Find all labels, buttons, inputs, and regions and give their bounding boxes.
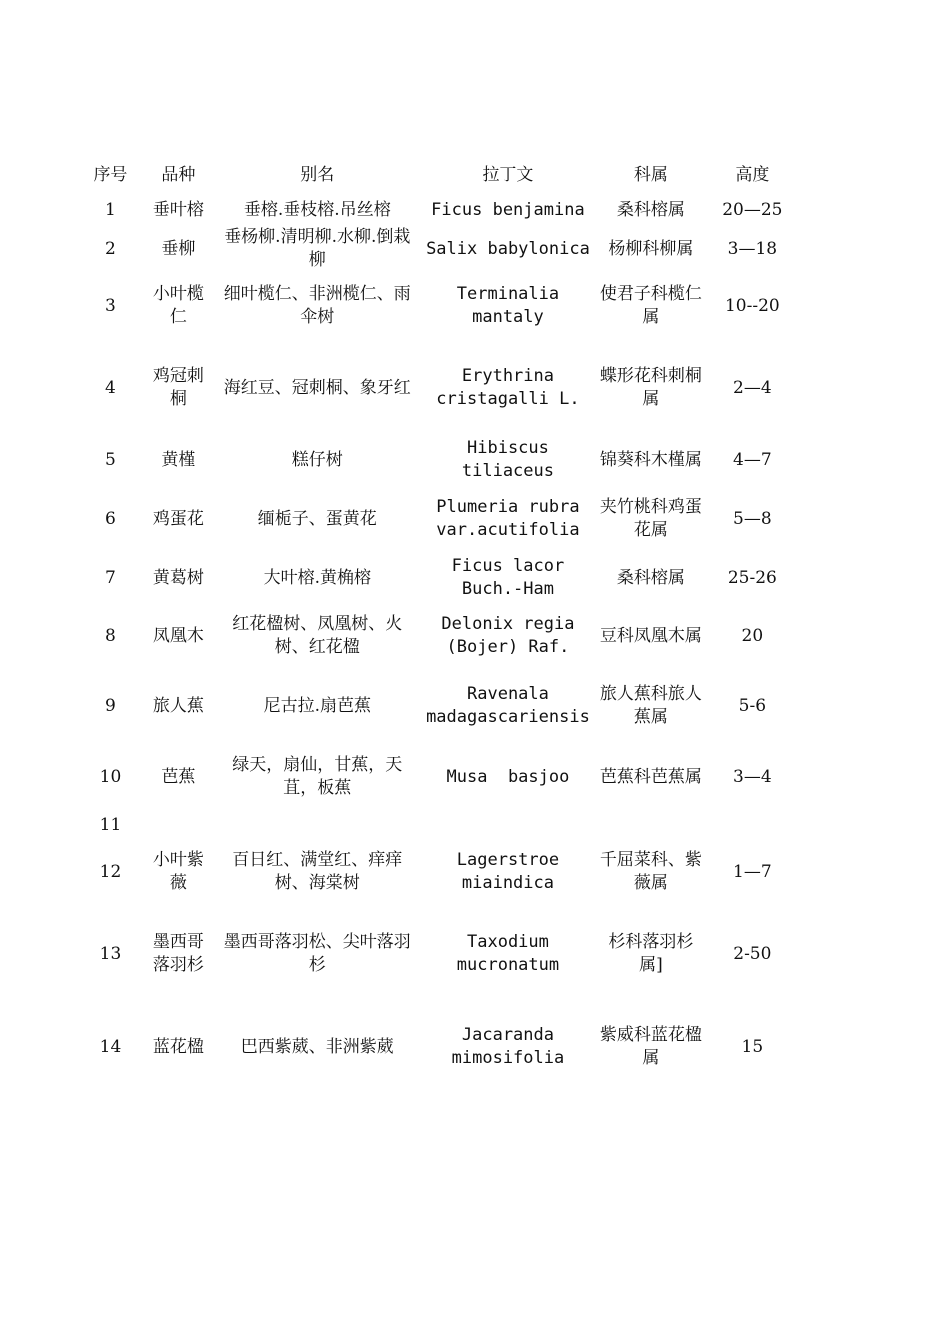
cell-family [595, 195, 707, 225]
cell-variety [143, 195, 214, 225]
cell-text: 巴西紫葳、非洲紫葳 [240, 1036, 394, 1057]
cell-text: Ravenala madagascariensis [426, 684, 590, 727]
cell-text: 绿天，扇仙，甘蕉，天苴，板蕉 [232, 755, 403, 798]
cell-text: 垂榕.垂枝榕.吊丝榕 [243, 199, 391, 220]
cell-variety [143, 1001, 214, 1093]
cell-height [707, 671, 798, 741]
header-variety: 品种 [161, 164, 196, 185]
cell-text: 3—18 [727, 238, 778, 259]
cell-family [595, 671, 707, 741]
cell-text: 垂柳 [161, 238, 196, 259]
table-row [78, 483, 798, 555]
cell-text: 8 [105, 625, 116, 646]
cell-no [78, 837, 143, 907]
cell-text: 大叶榕.黄桷榕 [263, 567, 371, 588]
cell-variety [143, 483, 214, 555]
cell-text: 20—25 [722, 199, 783, 220]
cell-text: 黄葛树 [152, 567, 204, 588]
cell-text: 旅人蕉 [152, 695, 204, 716]
cell-text: 千屈菜科、紫薇属 [599, 850, 702, 893]
header-family: 科属 [633, 164, 668, 185]
cell-no [78, 741, 143, 813]
cell-alias [214, 195, 421, 225]
cell-height [707, 273, 798, 339]
cell-text: 缅栀子、蛋黄花 [257, 508, 377, 529]
cell-no [78, 1001, 143, 1093]
cell-text: 4—7 [733, 449, 772, 470]
cell-text: 细叶榄仁、非洲榄仁、雨伞树 [223, 284, 411, 327]
header-alias: 别名 [300, 164, 335, 185]
cell-text: 3 [105, 295, 116, 316]
cell-alias [214, 225, 421, 273]
table-row [78, 671, 798, 741]
cell-text: Lagerstroe miaindica [456, 850, 570, 893]
table-row [78, 555, 798, 601]
cell-alias [214, 437, 421, 483]
cell-alias [214, 837, 421, 907]
cell-text: 5—8 [733, 508, 772, 529]
table-row [78, 273, 798, 339]
cell-height [707, 483, 798, 555]
cell-text: 海红豆、冠刺桐、象牙红 [223, 377, 411, 398]
cell-no [78, 813, 143, 837]
header-height: 高度 [735, 164, 770, 185]
cell-text: Terminalia mantaly [456, 284, 570, 327]
cell-no [78, 555, 143, 601]
table-row [78, 813, 798, 837]
cell-text: 墨西哥落羽松、尖叶落羽杉 [223, 932, 411, 975]
cell-latin [421, 273, 595, 339]
cell-variety [143, 339, 214, 437]
cell-text: 小叶榄仁 [152, 284, 204, 327]
cell-text: 鸡冠刺桐 [152, 366, 204, 409]
cell-text: 14 [99, 1036, 122, 1057]
table-row [78, 225, 798, 273]
cell-variety [143, 813, 214, 837]
table-row [78, 601, 798, 671]
cell-family [595, 601, 707, 671]
cell-text: Delonix regia (Bojer) Raf. [441, 614, 585, 657]
cell-text: 杨柳科柳属 [608, 238, 694, 259]
cell-height [707, 339, 798, 437]
cell-height [707, 555, 798, 601]
cell-no [78, 907, 143, 1001]
cell-text: Ficus benjamina [431, 199, 585, 220]
cell-family [595, 907, 707, 1001]
cell-variety [143, 601, 214, 671]
cell-height [707, 741, 798, 813]
cell-text: 15 [741, 1036, 764, 1057]
cell-no [78, 195, 143, 225]
cell-family [595, 437, 707, 483]
cell-latin [421, 671, 595, 741]
cell-text: 蝶形花科刺桐属 [599, 366, 702, 409]
table-row [78, 195, 798, 225]
cell-latin [421, 907, 595, 1001]
cell-family [595, 555, 707, 601]
cell-text: 7 [105, 567, 116, 588]
cell-alias [214, 741, 421, 813]
cell-text: 百日红、满堂红、痒痒树、海棠树 [232, 850, 403, 893]
table-row [78, 437, 798, 483]
table-header-row [78, 155, 798, 195]
cell-latin [421, 555, 595, 601]
cell-text: 13 [99, 943, 122, 964]
table-row [78, 741, 798, 813]
cell-alias [214, 339, 421, 437]
cell-family [595, 837, 707, 907]
cell-text: 12 [99, 861, 122, 882]
cell-text: 芭蕉科芭蕉属 [599, 766, 702, 787]
cell-text: 使君子科榄仁属 [599, 284, 702, 327]
cell-text: 旅人蕉科旅人蕉属 [599, 684, 702, 727]
cell-text: 红花楹树、凤凰树、火树、红花楹 [232, 614, 403, 657]
cell-alias [214, 1001, 421, 1093]
cell-text: 垂叶榕 [152, 199, 204, 220]
header-no: 序号 [93, 164, 128, 185]
cell-text: Ficus lacor Buch.-Ham [451, 556, 575, 599]
cell-family [595, 813, 707, 837]
cell-text: 10--20 [724, 295, 780, 316]
cell-latin [421, 339, 595, 437]
cell-text: 25-26 [727, 567, 777, 588]
cell-text: 杉科落羽杉属] [608, 932, 694, 975]
cell-text: 尼古拉.扇芭蕉 [263, 695, 371, 716]
cell-variety [143, 741, 214, 813]
cell-height [707, 437, 798, 483]
cell-text: Plumeria rubra var.acutifolia [436, 497, 590, 540]
cell-no [78, 483, 143, 555]
cell-text: 10 [99, 766, 122, 787]
cell-text: 5 [105, 449, 116, 470]
cell-height [707, 813, 798, 837]
cell-text: 2-50 [733, 943, 772, 964]
cell-text: 鸡蛋花 [152, 508, 204, 529]
cell-no [78, 437, 143, 483]
cell-text: Jacaranda mimosifolia [451, 1025, 565, 1068]
cell-no [78, 339, 143, 437]
cell-family [595, 225, 707, 273]
cell-alias [214, 601, 421, 671]
cell-height [707, 601, 798, 671]
cell-alias [214, 555, 421, 601]
cell-family [595, 741, 707, 813]
cell-text: 桑科榕属 [616, 199, 685, 220]
cell-text: 垂杨柳.清明柳.水柳.倒栽柳 [224, 227, 411, 270]
cell-height [707, 907, 798, 1001]
cell-alias [214, 273, 421, 339]
cell-text: Musa basjoo [446, 766, 570, 787]
cell-variety [143, 225, 214, 273]
cell-text: 1—7 [733, 861, 772, 882]
cell-text: 夹竹桃科鸡蛋花属 [599, 497, 702, 540]
cell-height [707, 837, 798, 907]
cell-variety [143, 437, 214, 483]
cell-text: 凤凰木 [152, 625, 204, 646]
cell-latin [421, 483, 595, 555]
table-row [78, 1001, 798, 1093]
cell-text: 紫威科蓝花楹属 [599, 1025, 702, 1068]
cell-latin [421, 837, 595, 907]
cell-variety [143, 671, 214, 741]
table-body [78, 195, 798, 1093]
cell-text: 锦葵科木槿属 [599, 449, 702, 470]
tree-species-table [78, 155, 798, 1093]
cell-text: 墨西哥落羽杉 [152, 932, 204, 975]
cell-family [595, 483, 707, 555]
cell-alias [214, 907, 421, 1001]
cell-text: 黄槿 [161, 449, 196, 470]
cell-family [595, 273, 707, 339]
cell-no [78, 601, 143, 671]
cell-text: 5-6 [738, 695, 767, 716]
cell-latin [421, 437, 595, 483]
cell-text: 小叶紫薇 [152, 850, 204, 893]
cell-family [595, 339, 707, 437]
cell-alias [214, 671, 421, 741]
cell-latin [421, 225, 595, 273]
cell-variety [143, 555, 214, 601]
cell-no [78, 671, 143, 741]
cell-text: 11 [99, 814, 122, 835]
cell-latin [421, 813, 595, 837]
cell-text: Erythrina cristagalli L. [436, 366, 580, 409]
table-row [78, 837, 798, 907]
cell-text: Salix babylonica [426, 238, 590, 259]
cell-text: 4 [105, 377, 116, 398]
cell-text: 糕仔树 [291, 449, 343, 470]
cell-text: Hibiscus tiliaceus [461, 438, 560, 481]
cell-variety [143, 273, 214, 339]
cell-family [595, 1001, 707, 1093]
cell-variety [143, 837, 214, 907]
header-latin: 拉丁文 [482, 164, 534, 185]
cell-text: 2—4 [733, 377, 772, 398]
cell-height [707, 225, 798, 273]
cell-variety [143, 907, 214, 1001]
table-row [78, 339, 798, 437]
cell-latin [421, 601, 595, 671]
cell-alias [214, 813, 421, 837]
cell-text: 2 [105, 238, 116, 259]
cell-text: 蓝花楹 [152, 1036, 204, 1057]
cell-text: 20 [741, 625, 764, 646]
cell-text: 桑科榕属 [616, 567, 685, 588]
cell-latin [421, 195, 595, 225]
cell-text: 豆科凤凰木属 [599, 625, 702, 646]
cell-latin [421, 1001, 595, 1093]
cell-latin [421, 741, 595, 813]
cell-text: 9 [105, 695, 116, 716]
cell-height [707, 195, 798, 225]
cell-text: Taxodium mucronatum [456, 932, 560, 975]
cell-text: 1 [105, 199, 116, 220]
cell-text: 6 [105, 508, 116, 529]
cell-no [78, 225, 143, 273]
cell-no [78, 273, 143, 339]
cell-alias [214, 483, 421, 555]
cell-text: 芭蕉 [161, 766, 196, 787]
table-row [78, 907, 798, 1001]
cell-height [707, 1001, 798, 1093]
cell-text: 3—4 [733, 766, 772, 787]
